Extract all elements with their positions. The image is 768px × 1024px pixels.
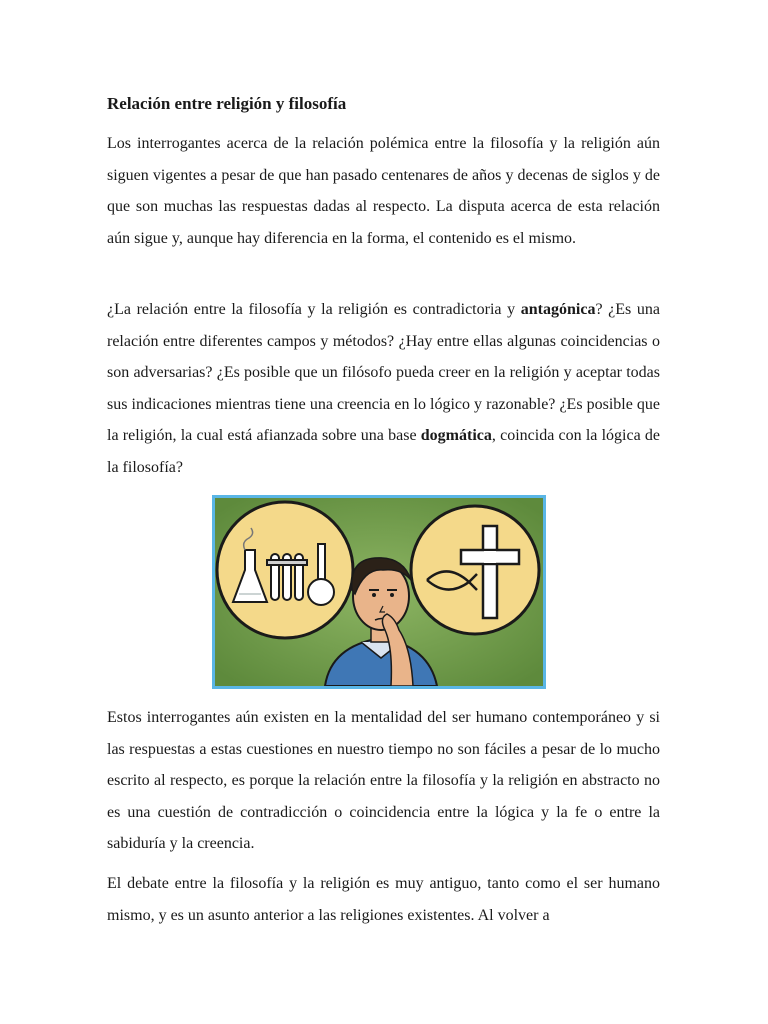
bold-term-antagonica: antagónica	[520, 301, 596, 318]
paragraph-3: Estos interrogantes aún existen en la mentalidad del ser humano contemporáneo y si las respuestas a estas cuestiones en nuestro tiempo no son fáciles a pesar de lo mucho escrito al respecto, es porque la relación entre la filosofía y la religión en abstracto no es una cuestión de contradicción o coincidencia entre la lógica y la fe o entre la sabiduría y la creencia.	[107, 709, 660, 852]
paragraph-2	[107, 294, 660, 483]
paragraph-1: Los interrogantes acerca de la relación polémica entre la filosofía y la religión aún siguen vigentes a pesar de que han pasado centenares de años y decenas de siglos y de que son muchas las respuestas dadas al respecto. La disputa acerca de esta relación aún sigue y, aunque hay diferencia en la forma, el contenido es el mismo.	[107, 135, 660, 247]
paragraph-2-text-b: ? ¿Es una relación entre diferentes campos y métodos? ¿Hay entre ellas algunas coincidencias o son adversarias? ¿Es posible que un filósofo pueda creer en la religión y aceptar todas sus indicaciones mientras tiene una creencia en lo lógico y razonable? ¿Es posible que la religión, la cual está afianzada sobre una base	[107, 301, 661, 444]
bold-term-dogmatica: dogmática	[420, 427, 492, 444]
science-bubble	[217, 502, 353, 638]
paragraph-2-text-c: , coincida con la lógica de la filosofía?	[107, 427, 660, 476]
test-tubes-icon	[267, 554, 307, 600]
paragraph-4: El debate entre la filosofía y la religión es muy antiguo, tanto como el ser humano mismo, y es un asunto anterior a las religiones existentes. Al volver a	[107, 875, 660, 924]
science-vs-religion-illustration	[212, 495, 546, 689]
paragraph-2-text-a: ¿La relación entre la filosofía y la religión es contradictoria y	[107, 301, 521, 318]
page-title: Relación entre religión y filosofía	[107, 94, 347, 113]
religion-bubble	[411, 506, 539, 634]
